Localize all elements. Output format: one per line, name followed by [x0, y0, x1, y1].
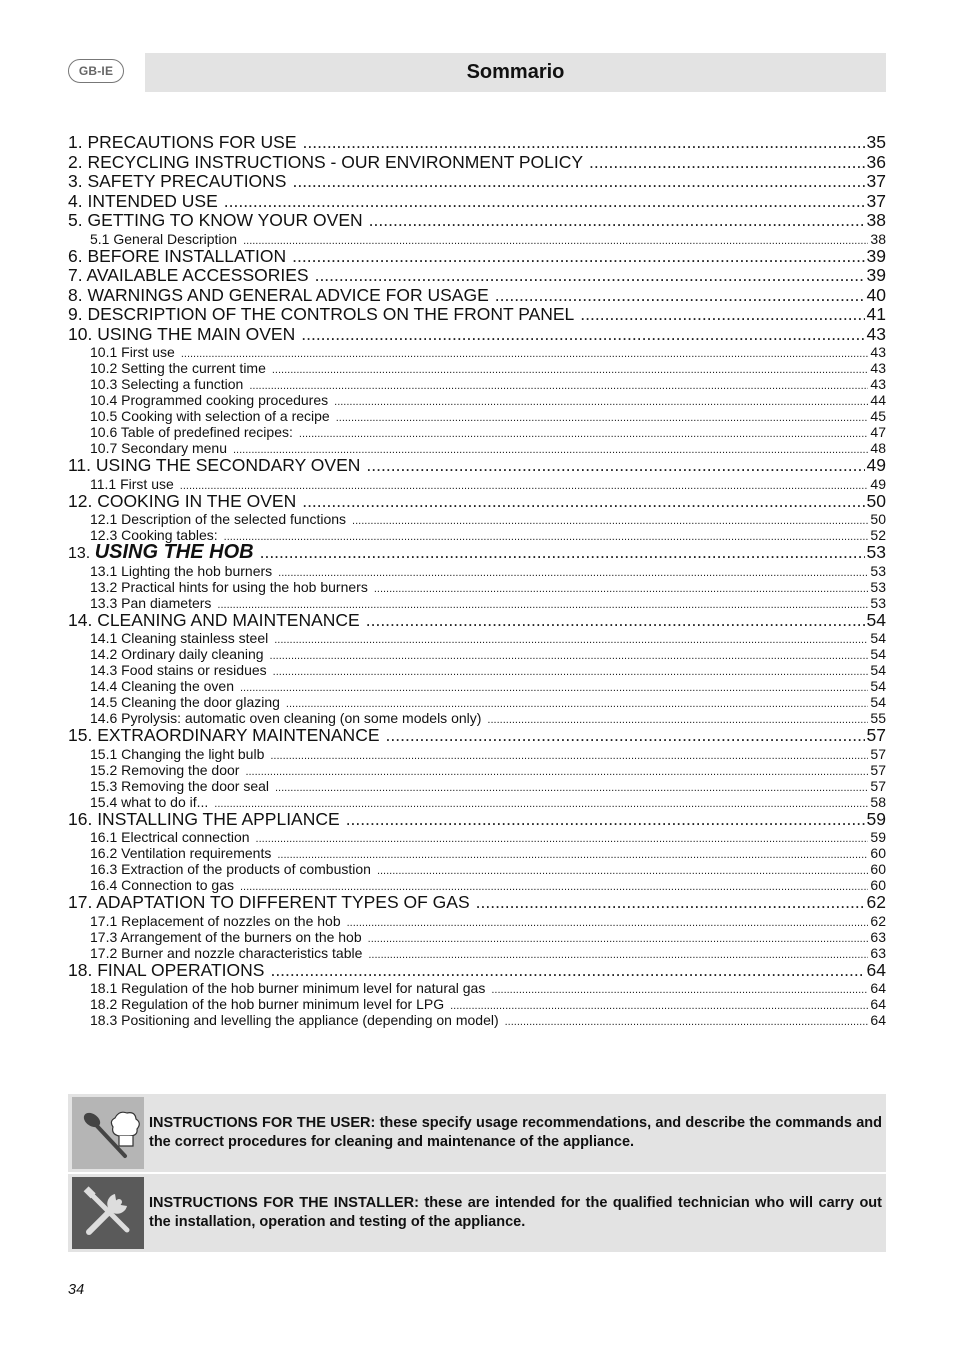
- toc-page-number: 50: [870, 511, 886, 527]
- toc-page-number: 57: [870, 745, 886, 762]
- toc-page-number: 57: [870, 761, 886, 778]
- toc-page-number: 47: [870, 424, 886, 440]
- toc-subentry[interactable]: [68, 360, 886, 376]
- toc-entry[interactable]: [68, 247, 886, 267]
- toc-entry[interactable]: [68, 192, 886, 212]
- header-bar: [145, 53, 886, 92]
- toc-page-number: 63: [870, 944, 886, 961]
- toc-entry[interactable]: [68, 543, 886, 563]
- toc-page-number: 57: [866, 725, 886, 745]
- toc-entry[interactable]: [68, 172, 886, 192]
- toc-leader-dots: [377, 863, 868, 879]
- toc-leader-dots: [249, 378, 868, 394]
- toc-entry[interactable]: [68, 492, 886, 512]
- toc-subentry[interactable]: [68, 630, 886, 646]
- toc-entry-label: 8. WARNINGS AND GENERAL ADVICE FOR USAGE: [68, 284, 489, 305]
- toc-leader-dots: [505, 1014, 869, 1030]
- toc-page-number: 64: [870, 980, 886, 996]
- toc-page-number: 43: [870, 360, 886, 376]
- toc-entry-label: 17.2 Burner and nozzle characteristics table: [90, 944, 363, 961]
- toc-subentry[interactable]: [68, 980, 886, 996]
- toc-subentry[interactable]: [68, 392, 886, 408]
- toc-subentry[interactable]: [68, 476, 886, 492]
- toc-page-number: 37: [866, 190, 886, 211]
- toc-leader-dots: [240, 680, 868, 696]
- toc-entry[interactable]: [68, 961, 886, 981]
- toc-page-number: 53: [870, 578, 886, 595]
- toc-page-number: 62: [870, 912, 886, 929]
- toc-entry[interactable]: [68, 153, 886, 173]
- toc-leader-dots: [495, 286, 865, 306]
- toc-leader-dots: [292, 247, 864, 267]
- toc-subentry[interactable]: [68, 778, 886, 794]
- toc-subentry[interactable]: [68, 913, 886, 929]
- toc-subentry[interactable]: [68, 563, 886, 579]
- toc-subentry[interactable]: [68, 1012, 886, 1028]
- toc-subentry[interactable]: [68, 829, 886, 845]
- toc-entry-label: 15.1 Changing the light bulb: [90, 745, 265, 762]
- toc-page-number: 54: [870, 694, 886, 710]
- toc-page-number: 53: [870, 562, 886, 579]
- toc-leader-dots: [303, 133, 865, 153]
- toc-entry-label: 18.3 Positioning and levelling the appliance (depending on model): [90, 1012, 499, 1028]
- toc-leader-dots: [274, 632, 868, 648]
- toc-page-number: 53: [866, 542, 886, 562]
- toc-entry-label: 14.6 Pyrolysis: automatic oven cleaning (on some models only): [90, 710, 482, 726]
- toc-subentry[interactable]: [68, 424, 886, 440]
- toc-leader-dots: [450, 998, 868, 1014]
- toc-leader-dots: [369, 211, 865, 231]
- toc-page-number: 54: [866, 609, 886, 630]
- toc-page-number: 35: [866, 132, 886, 152]
- toc-entry-label: 17.1 Replacement of nozzles on the hob: [90, 912, 341, 929]
- tools-icon: [72, 1177, 144, 1249]
- toc-entry-label: 10.5 Cooking with selection of a recipe: [90, 408, 330, 424]
- toc-leader-dots: [273, 664, 869, 680]
- toc-entry[interactable]: [68, 810, 886, 830]
- toc-leader-dots: [476, 893, 865, 913]
- toc-page-number: 52: [870, 527, 886, 543]
- toc-entry-label: 14.3 Food stains or residues: [90, 662, 267, 678]
- toc-entry-label: 18.2 Regulation of the hob burner minimum level for LPG: [90, 996, 445, 1012]
- installer-instructions-note: [68, 1174, 886, 1252]
- toc-leader-dots: [336, 410, 869, 426]
- toc-entry[interactable]: [68, 611, 886, 631]
- toc-leader-dots: [270, 748, 868, 764]
- toc-entry-label: 11. USING THE SECONDARY OVEN: [68, 455, 361, 475]
- toc-page-number: 36: [866, 151, 886, 172]
- toc-subentry[interactable]: [68, 511, 886, 527]
- toc-leader-dots: [275, 780, 868, 796]
- toc-entry-label: 13.3 Pan diameters: [90, 594, 212, 611]
- toc-entry-label: 18.1 Regulation of the hob burner minimum level for natural gas: [90, 980, 486, 996]
- toc-subentry[interactable]: [68, 877, 886, 893]
- toc-subentry[interactable]: [68, 231, 886, 247]
- toc-entry[interactable]: [68, 325, 886, 345]
- toc-entry-label: 18. FINAL OPERATIONS: [68, 959, 265, 980]
- toc-page-number: 58: [870, 793, 886, 810]
- toc-entry-label: [68, 543, 254, 564]
- toc-page-number: 45: [870, 408, 886, 424]
- toc-entry[interactable]: [68, 286, 886, 306]
- toc-entry-label: 17.3 Arrangement of the burners on the hob: [90, 928, 362, 945]
- toc-leader-dots: [260, 543, 865, 563]
- toc-entry-label: 17. ADAPTATION TO DIFFERENT TYPES OF GAS: [68, 892, 470, 912]
- toc-entry-label: 10.4 Programmed cooking procedures: [90, 392, 329, 408]
- toc-page-number: 63: [870, 928, 886, 945]
- toc-entry-label: 15.2 Removing the door: [90, 761, 240, 778]
- toc-subentry[interactable]: [68, 762, 886, 778]
- table-of-contents: [68, 133, 886, 1028]
- toc-page-number: 43: [870, 344, 886, 360]
- toc-leader-dots: [272, 362, 869, 378]
- toc-subentry[interactable]: [68, 595, 886, 611]
- toc-page-number: 43: [870, 376, 886, 392]
- language-badge: GB-IE: [68, 59, 124, 83]
- toc-entry-label: 5. GETTING TO KNOW YOUR OVEN: [68, 210, 363, 230]
- page-title: Sommario: [466, 61, 565, 83]
- toc-page-number: 53: [870, 594, 886, 611]
- toc-entry-label: 16.1 Electrical connection: [90, 829, 250, 845]
- toc-entry-label: 10.6 Table of predefined recipes:: [90, 424, 293, 440]
- toc-subentry[interactable]: [68, 710, 886, 726]
- toc-page-number: 48: [870, 440, 886, 456]
- toc-leader-dots: [346, 810, 865, 830]
- toc-entry-label: 14.4 Cleaning the oven: [90, 678, 234, 694]
- toc-entry-label: 16. INSTALLING THE APPLIANCE: [68, 808, 340, 829]
- toc-entry-label: 1. PRECAUTIONS FOR USE: [68, 132, 297, 152]
- toc-leader-dots: [491, 982, 868, 998]
- toc-leader-dots: [270, 648, 869, 664]
- toc-leader-dots: [366, 456, 864, 476]
- toc-entry-label: 12. COOKING IN THE OVEN: [68, 490, 297, 511]
- toc-leader-dots: [256, 831, 869, 847]
- toc-page-number: 41: [866, 304, 886, 324]
- toc-leader-dots: [270, 961, 864, 981]
- toc-leader-dots: [368, 931, 869, 947]
- toc-entry-label: 6. BEFORE INSTALLATION: [68, 245, 287, 266]
- toc-leader-dots: [292, 172, 864, 192]
- toc-entry-label: 10.3 Selecting a function: [90, 376, 244, 392]
- toc-leader-dots: [245, 764, 868, 780]
- toc-subentry[interactable]: [68, 694, 886, 710]
- toc-entry-label: 14.5 Cleaning the door glazing: [90, 694, 280, 710]
- toc-page-number: 60: [870, 845, 886, 861]
- toc-page-number: 55: [870, 710, 886, 726]
- toc-page-number: 59: [870, 829, 886, 845]
- toc-entry-label: 15. EXTRAORDINARY MAINTENANCE: [68, 725, 380, 745]
- toc-entry-label: 5.1 General Description: [90, 230, 238, 247]
- toc-entry-label: 16.3 Extraction of the products of combustion: [90, 861, 371, 877]
- toc-subentry[interactable]: [68, 929, 886, 945]
- toc-page-number: 60: [870, 861, 886, 877]
- toc-page-number: 49: [870, 475, 886, 492]
- toc-entry-label: 13.2 Practical hints for using the hob burners: [90, 578, 368, 595]
- toc-leader-dots: [302, 492, 864, 512]
- toc-subentry[interactable]: [68, 678, 886, 694]
- toc-leader-dots: [589, 153, 865, 173]
- toc-leader-dots: [301, 325, 864, 345]
- toc-subentry[interactable]: [68, 646, 886, 662]
- toc-subentry[interactable]: [68, 408, 886, 424]
- toc-subentry[interactable]: [68, 662, 886, 678]
- toc-entry-label: 11.1 First use: [90, 475, 174, 492]
- toc-subentry[interactable]: [68, 861, 886, 877]
- toc-entry-title: USING THE HOB: [94, 541, 254, 563]
- toc-leader-dots: [374, 581, 869, 597]
- toc-entry-label: 12.3 Cooking tables:: [90, 527, 218, 543]
- toc-entry-label: 16.2 Ventilation requirements: [90, 845, 272, 861]
- toc-page-number: 60: [870, 877, 886, 893]
- toc-leader-dots: [181, 346, 869, 362]
- toc-entry[interactable]: [68, 726, 886, 746]
- toc-entry-label: 9. DESCRIPTION OF THE CONTROLS ON THE FRONT PANEL: [68, 304, 575, 324]
- toc-entry[interactable]: [68, 305, 886, 325]
- toc-leader-dots: [386, 726, 865, 746]
- toc-entry-label: 15.4 what to do if...: [90, 793, 209, 810]
- installer-instructions-text: INSTRUCTIONS FOR THE INSTALLER: these are intended for the qualified technician who will carry out the installation, operation and testing of the appliance.: [149, 1195, 882, 1230]
- toc-entry[interactable]: [68, 456, 886, 476]
- toc-entry-label: 7. AVAILABLE ACCESSORIES: [68, 265, 309, 285]
- toc-leader-dots: [224, 192, 865, 212]
- toc-entry-label: 10.2 Setting the current time: [90, 360, 266, 376]
- toc-entry[interactable]: [68, 211, 886, 231]
- toc-page-number: 39: [866, 245, 886, 266]
- toc-entry-label: 2. RECYCLING INSTRUCTIONS - OUR ENVIRONMENT POLICY: [68, 151, 584, 172]
- toc-page-number: 64: [870, 996, 886, 1012]
- toc-entry-label: 14. CLEANING AND MAINTENANCE: [68, 609, 360, 630]
- toc-subentry[interactable]: [68, 794, 886, 810]
- toc-page-number: 54: [870, 630, 886, 646]
- toc-leader-dots: [299, 426, 869, 442]
- toc-page-number: 59: [866, 808, 886, 829]
- toc-page-number: 57: [870, 777, 886, 794]
- toc-subentry[interactable]: [68, 376, 886, 392]
- toc-entry-number: 13.: [68, 545, 95, 562]
- toc-subentry[interactable]: [68, 579, 886, 595]
- toc-page-number: 54: [870, 678, 886, 694]
- toc-entry-label: 16.4 Connection to gas: [90, 877, 234, 893]
- toc-entry-label: 12.1 Description of the selected functions: [90, 511, 347, 527]
- toc-entry-label: 3. SAFETY PRECAUTIONS: [68, 171, 287, 191]
- toc-page-number: 54: [870, 662, 886, 678]
- chef-spoon-icon: [72, 1097, 144, 1169]
- toc-page-number: 64: [866, 959, 886, 980]
- toc-subentry[interactable]: [68, 845, 886, 861]
- toc-page-number: 39: [866, 265, 886, 285]
- toc-entry-label: 14.2 Ordinary daily cleaning: [90, 646, 264, 662]
- toc-entry-label: 10.7 Secondary menu: [90, 440, 227, 456]
- toc-page-number: 64: [870, 1012, 886, 1028]
- toc-leader-dots: [315, 266, 865, 286]
- toc-page-number: 54: [870, 646, 886, 662]
- toc-page-number: 37: [866, 171, 886, 191]
- page-number: 34: [68, 1282, 85, 1298]
- toc-subentry[interactable]: [68, 440, 886, 456]
- toc-entry-label: 10.1 First use: [90, 344, 175, 360]
- toc-subentry[interactable]: [68, 996, 886, 1012]
- toc-leader-dots: [366, 611, 865, 631]
- toc-entry-label: 13.1 Lighting the hob burners: [90, 562, 273, 579]
- toc-subentry[interactable]: [68, 945, 886, 961]
- toc-subentry[interactable]: [68, 746, 886, 762]
- toc-entry[interactable]: [68, 893, 886, 913]
- toc-entry-label: 4. INTENDED USE: [68, 190, 218, 211]
- toc-entry-label: 15.3 Removing the door seal: [90, 777, 269, 794]
- toc-page-number: 43: [866, 323, 886, 344]
- toc-page-number: 50: [866, 490, 886, 511]
- toc-subentry[interactable]: [68, 344, 886, 360]
- toc-page-number: 38: [866, 210, 886, 230]
- toc-entry[interactable]: [68, 266, 886, 286]
- toc-leader-dots: [334, 394, 868, 410]
- toc-entry[interactable]: [68, 133, 886, 153]
- toc-leader-dots: [352, 513, 868, 529]
- toc-leader-dots: [347, 915, 869, 931]
- toc-page-number: 49: [866, 455, 886, 475]
- toc-page-number: 38: [870, 230, 886, 247]
- user-instructions-text: INSTRUCTIONS FOR THE USER: these specify usage recommendations, and describe the commands and the correct procedures for cleaning and maintenance of the appliance.: [149, 1115, 882, 1150]
- toc-entry-label: 10. USING THE MAIN OVEN: [68, 323, 296, 344]
- toc-page-number: 62: [866, 892, 886, 912]
- toc-page-number: 40: [866, 284, 886, 305]
- toc-leader-dots: [580, 305, 864, 325]
- toc-entry-label: 14.1 Cleaning stainless steel: [90, 630, 269, 646]
- user-instructions-note: [68, 1094, 886, 1172]
- toc-page-number: 44: [870, 392, 886, 408]
